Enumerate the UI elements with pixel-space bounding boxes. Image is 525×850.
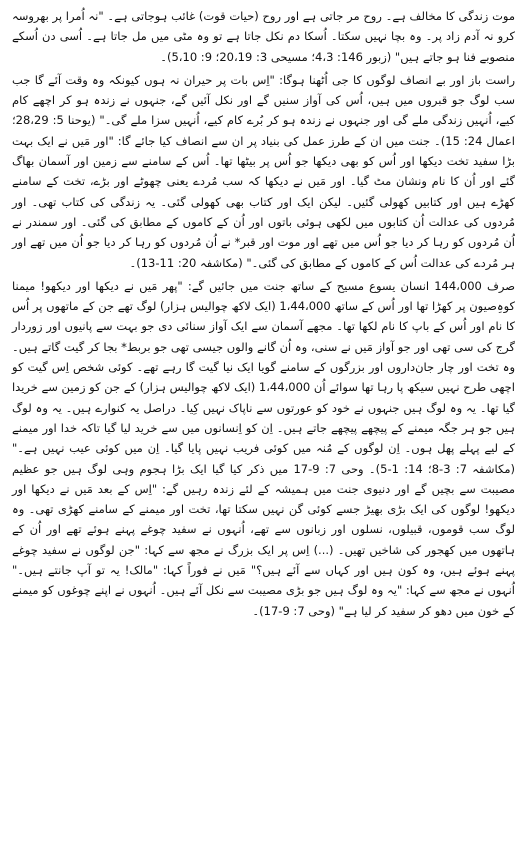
- paragraph-death-and-soul: موت زندگی کا مخالف ہے۔ روح مر جاتی ہے اور روح (حیات قوت) غائب ہوجاتی ہے۔ "نہ اُمرا پر بھروسہ کرو نہ آدم زاد پر۔ وہ بچا نہیں سکتا۔ اُسکا دم نکل جاتا ہے تو وہ مٹی میں مل جاتا ہے۔ اُسی دن اُسکے منصوبے فنا ہو جاتے ہیں" (زبور 146: 4،3؛ مسیحی 3: 20،19؛ 9: 5،10)۔: [12, 9, 515, 64]
- paragraph-144000-and-great-crowd: صرف 144،000 انسان یسوع مسیح کے ساتھ جنت میں جائیں گے: "پھر مَیں نے دیکھا اور دیکھو! میمنا کوہِ‌صیون پر کھڑا تھا اور اُس کے ساتھ 1،44،000 (ایک لاکھ چوالیس ہزار) لوگ تھے جن کے ماتھوں پر اُس کا نام اور اُس کے باپ کا نام لکھا تھا۔ مجھے آسمان سے ایک آواز سنائی دی جو بہت سے پانیوں اور زوردار گرج کی سی تھی اور جو آواز مَیں نے سنی، وہ اُن گانے والوں جیسی تھی جو بربط* بجا کر گیت گاتے ہیں۔ وہ تخت اور چار جان‌داروں اور بزرگوں کے سامنے گویا ایک نیا گیت گا رہے تھے۔ کوئی شخص اِس گیت کو اچھی طرح نہیں سیکھ پا رہا تھا سوائے اُن 1،44،000 (ایک لاکھ چوالیس ہزار) کے جن کو زمین سے خریدا گیا تھا۔ یہ وہ لوگ ہیں جنہوں نے خود کو عورتوں سے ناپاک نہیں کِیا۔ دراصل یہ کنوارے ہیں۔ یہ وہ لوگ ہیں جو ہر جگہ میمنے کے پیچھے پیچھے جاتے ہیں۔ اِن کو اِنسانوں میں سے خرید لیا گیا تاکہ خدا اور میمنے کے لیے پہلے پھل ہوں۔ اِن لوگوں کے مُنہ میں کوئی فریب نہیں پایا گیا۔ اِن میں کوئی عیب نہیں ہے۔" (مکاشفہ 7: 3-8؛ 14: 1-5)۔ وحی 7: 9-17 میں ذکر کیا گیا ایک بڑا ہجوم وہی لوگ ہیں جو عظیم مصیبت سے بچیں گے اور دنیوی جنت میں ہمیشہ کے لئے زندہ رہیں گے: "اِس کے بعد مَیں نے دیکھا اور دیکھو! لوگوں کی ایک بڑی بھیڑ جسے کوئی گن نہیں سکتا تھا، تخت اور میمنے کے سامنے کھڑی تھی۔ وہ لوگ سب قوموں، قبیلوں، نسلوں اور زبانوں سے تھے، اُنہوں نے سفید چوغے پہنے ہوئے تھے اور اُن کے ہاتھوں میں کھجور کی شاخیں تھیں۔ (...) اِس پر ایک بزرگ نے مجھ سے کہا: "جن لوگوں نے سفید چوغے پہنے ہوئے ہیں، وہ کون ہیں اور کہاں سے آئے ہیں؟" مَیں نے فوراً کہا: "مالک! یہ تو آپ جانتے ہیں۔" اُنہوں نے مجھ سے کہا: "یہ وہ لوگ ہیں جو بڑی مصیبت سے نکل آئے ہیں۔ اُنہوں نے اپنے چوغوں کو میمنے کے خون میں دھو کر سفید کر لیا ہے" (وحی 7: 9-17)۔: [11, 278, 516, 618]
- paragraph-resurrection-and-judgment: راست باز اور بے انصاف لوگوں کا جی اُٹھنا ہوگا: "اِس بات پر حیران نہ ہوں کیونکہ وہ وقت آئے گا جب سب لوگ جو قبروں میں ہیں، اُس کی آواز سنیں گے اور نکل آئیں گے، جنہوں نے زندہ ہو کر اچھے کام کیے، اُنہیں زندگی ملے گی اور جنہوں نے زندہ ہو کر بُرے کام کیے، اُنہیں سزا ملے گی۔" (یوحنا 5: 28،29؛ اعمال 24: 15)۔ جنت میں ان کے طرز عمل کی بنیاد پر ان سے انصاف کیا جائے گا: "اور مَیں نے ایک بہت بڑا سفید تخت دیکھا اور اُس کو بھی دیکھا جو اُس پر بیٹھا تھا۔ اُس کے سامنے سے زمین اور آسمان بھاگ گئے اور اُن کا نام ونشان مٹ گیا۔ اور مَیں نے دیکھا کہ سب مُردے یعنی چھوٹے اور بڑے، تخت کے سامنے کھڑے ہیں اور کتابیں کھولی گئیں۔ لیکن ایک اور کتاب بھی کھولی گئی۔ یہ زندگی کی کتاب تھی۔ اور مُردوں کی عدالت اُن کتابوں میں لکھی ہوئی باتوں اور اُن کے کاموں کے مطابق کی گئی۔ اور سمندر نے اُن مُردوں کو رہا کر دیا جو اُس میں تھے اور موت اور قبر* نے اُن مُردوں کو رہا کر دیا جو اُن میں تھے اور ہر مُردے کی عدالت اُس کے کاموں کے مطابق کی گئی۔" (مکاشفہ 20: 11-13)۔: [12, 72, 515, 270]
